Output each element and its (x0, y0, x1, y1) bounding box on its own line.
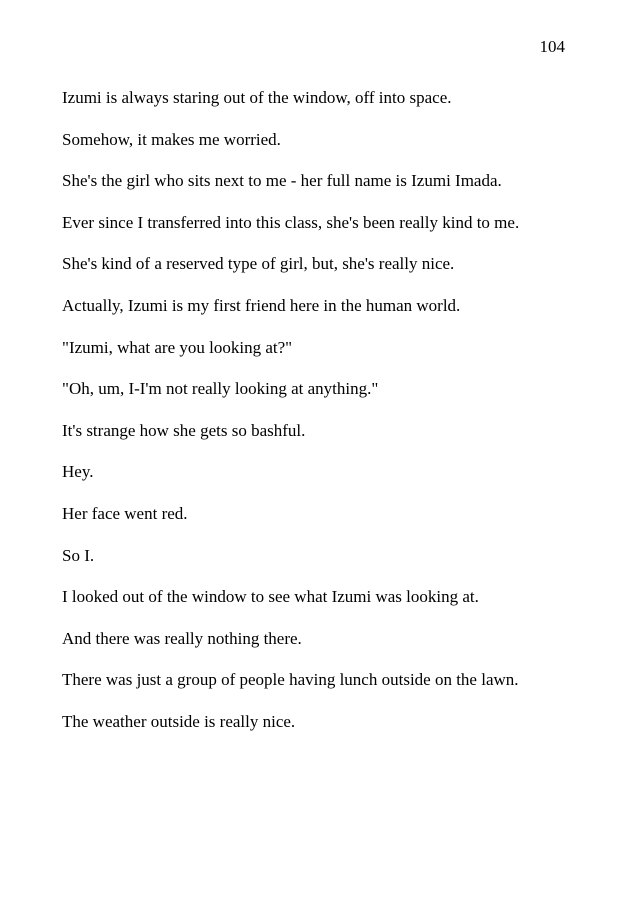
text-line: It's strange how she gets so bashful. (62, 420, 306, 440)
text-line: "Oh, um, I-I'm not really looking at anything." (62, 379, 379, 399)
text-line: "Izumi, what are you looking at?" (62, 337, 293, 357)
body-text (62, 88, 602, 754)
text-line: Her face went red. (62, 503, 188, 523)
page-number: 104 (539, 37, 565, 56)
text-line: The weather outside is really nice. (62, 711, 296, 731)
text-line: Hey. (62, 462, 94, 482)
text-line: Ever since I transferred into this class, she's been really kind to me. (62, 212, 520, 232)
text-line: Izumi is always staring out of the window, off into space. (62, 88, 452, 107)
text-line: I looked out of the window to see what Izumi was looking at. (62, 587, 479, 607)
text-line: So I. (62, 545, 95, 565)
text-line: She's the girl who sits next to me - her full name is Izumi Imada. (62, 171, 502, 191)
text-line: Actually, Izumi is my first friend here in the human world. (62, 295, 461, 315)
text-line: Somehow, it makes me worried. (62, 129, 281, 149)
text-line: There was just a group of people having lunch outside on the lawn. (62, 670, 519, 690)
text-line: She's kind of a reserved type of girl, but, she's really nice. (62, 254, 455, 274)
text-line: And there was really nothing there. (62, 628, 302, 648)
